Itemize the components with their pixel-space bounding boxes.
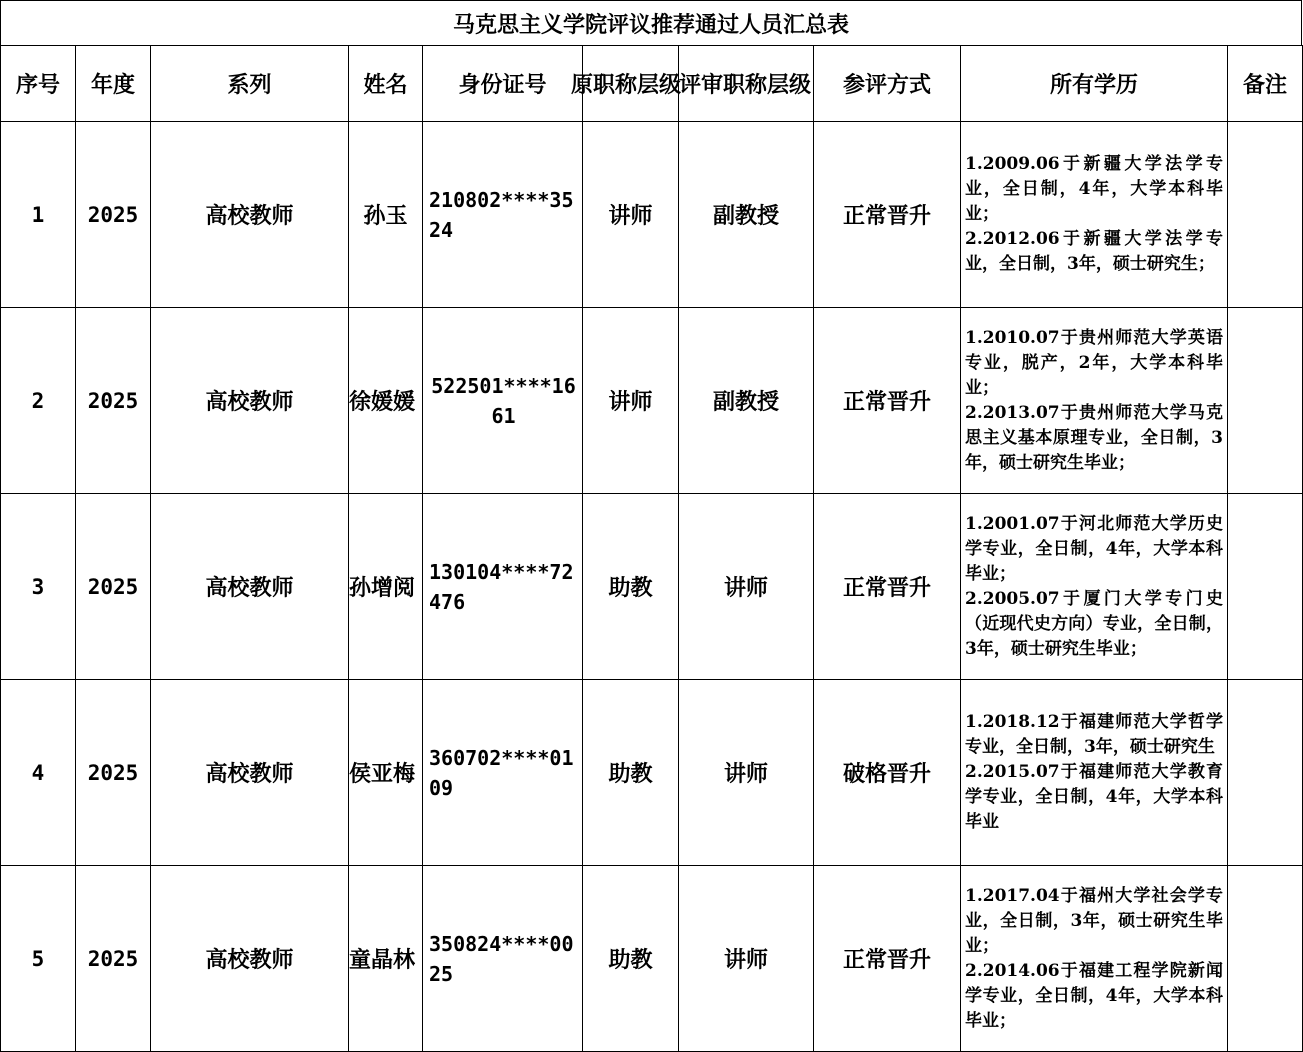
cell-method: 正常晋升 bbox=[814, 122, 961, 308]
table-row bbox=[1, 308, 1303, 494]
cell-no: 4 bbox=[1, 680, 76, 866]
header-series: 系列 bbox=[151, 46, 349, 122]
header-education: 所有学历 bbox=[961, 46, 1228, 122]
cell-method: 破格晋升 bbox=[814, 680, 961, 866]
cell-new-title: 讲师 bbox=[679, 680, 814, 866]
table-row bbox=[1, 494, 1303, 680]
cell-remark bbox=[1228, 680, 1303, 866]
header-orig-title: 原职称层级 bbox=[583, 46, 679, 122]
cell-method: 正常晋升 bbox=[814, 866, 961, 1052]
table-row bbox=[1, 122, 1303, 308]
cell-no: 5 bbox=[1, 866, 76, 1052]
education-entry: 1.2009.06于新疆大学法学专业，全日制，4年，大学本科毕业； bbox=[965, 154, 1223, 224]
cell-series: 高校教师 bbox=[151, 680, 349, 866]
header-id: 身份证号 bbox=[423, 46, 583, 122]
table-row bbox=[1, 680, 1303, 866]
cell-education bbox=[961, 494, 1228, 680]
cell-no: 2 bbox=[1, 308, 76, 494]
cell-year: 2025 bbox=[76, 122, 151, 308]
cell-series: 高校教师 bbox=[151, 494, 349, 680]
header-new-title: 评审职称层级 bbox=[679, 46, 814, 122]
cell-name: 侯亚梅 bbox=[349, 680, 423, 866]
cell-series: 高校教师 bbox=[151, 122, 349, 308]
education-entry: 1.2001.07于河北师范大学历史学专业，全日制，4年，大学本科毕业； bbox=[965, 513, 1223, 584]
education-entry: 2.2013.07于贵州师范大学马克思主义基本原理专业，全日制，3年，硕士研究生毕业； bbox=[965, 402, 1223, 473]
cell-remark bbox=[1228, 866, 1303, 1052]
cell-education bbox=[961, 122, 1228, 308]
cell-no: 3 bbox=[1, 494, 76, 680]
cell-new-title: 讲师 bbox=[679, 866, 814, 1052]
header-remark: 备注 bbox=[1228, 46, 1303, 122]
header-method: 参评方式 bbox=[814, 46, 961, 122]
header-no: 序号 bbox=[1, 46, 76, 122]
cell-method: 正常晋升 bbox=[814, 494, 961, 680]
header-year: 年度 bbox=[76, 46, 151, 122]
cell-id: 522501****1661 bbox=[423, 308, 583, 494]
cell-series: 高校教师 bbox=[151, 308, 349, 494]
cell-remark bbox=[1228, 308, 1303, 494]
cell-orig-title: 助教 bbox=[583, 866, 679, 1052]
cell-id: 350824****0025 bbox=[423, 866, 583, 1052]
cell-orig-title: 助教 bbox=[583, 680, 679, 866]
education-entry: 1.2018.12于福建师范大学哲学专业，全日制，3年，硕士研究生 bbox=[965, 712, 1223, 757]
cell-orig-title: 讲师 bbox=[583, 122, 679, 308]
table-title: 马克思主义学院评议推荐通过人员汇总表 bbox=[0, 0, 1302, 45]
education-entry: 2.2012.06于新疆大学法学专业，全日制，3年，硕士研究生； bbox=[965, 229, 1223, 274]
header-row bbox=[1, 46, 1303, 122]
cell-name: 孙增阅 bbox=[349, 494, 423, 680]
cell-id: 210802****3524 bbox=[423, 122, 583, 308]
cell-no: 1 bbox=[1, 122, 76, 308]
cell-method: 正常晋升 bbox=[814, 308, 961, 494]
cell-remark bbox=[1228, 494, 1303, 680]
cell-orig-title: 讲师 bbox=[583, 308, 679, 494]
cell-id: 360702****0109 bbox=[423, 680, 583, 866]
cell-name: 童晶林 bbox=[349, 866, 423, 1052]
education-entry: 1.2010.07于贵州师范大学英语专业，脱产，2年，大学本科毕业； bbox=[965, 327, 1223, 398]
cell-new-title: 副教授 bbox=[679, 122, 814, 308]
cell-year: 2025 bbox=[76, 680, 151, 866]
cell-orig-title: 助教 bbox=[583, 494, 679, 680]
cell-new-title: 副教授 bbox=[679, 308, 814, 494]
education-entry: 2.2015.07于福建师范大学教育学专业，全日制，4年，大学本科毕业 bbox=[965, 762, 1223, 832]
cell-education bbox=[961, 308, 1228, 494]
summary-table bbox=[0, 45, 1303, 1052]
education-entry: 2.2014.06于福建工程学院新闻学专业，全日制，4年，大学本科毕业； bbox=[965, 960, 1223, 1031]
table-row bbox=[1, 866, 1303, 1052]
cell-new-title: 讲师 bbox=[679, 494, 814, 680]
cell-education bbox=[961, 680, 1228, 866]
cell-education bbox=[961, 866, 1228, 1052]
cell-name: 徐媛媛 bbox=[349, 308, 423, 494]
cell-year: 2025 bbox=[76, 494, 151, 680]
cell-series: 高校教师 bbox=[151, 866, 349, 1052]
education-entry: 1.2017.04于福州大学社会学专业，全日制，3年，硕士研究生毕业； bbox=[965, 885, 1223, 956]
education-entry: 2.2005.07于厦门大学专门史（近现代史方向）专业，全日制，3年，硕士研究生毕业； bbox=[965, 588, 1223, 659]
cell-year: 2025 bbox=[76, 308, 151, 494]
cell-remark bbox=[1228, 122, 1303, 308]
cell-id: 130104****72476 bbox=[423, 494, 583, 680]
header-name: 姓名 bbox=[349, 46, 423, 122]
cell-name: 孙玉 bbox=[349, 122, 423, 308]
cell-year: 2025 bbox=[76, 866, 151, 1052]
